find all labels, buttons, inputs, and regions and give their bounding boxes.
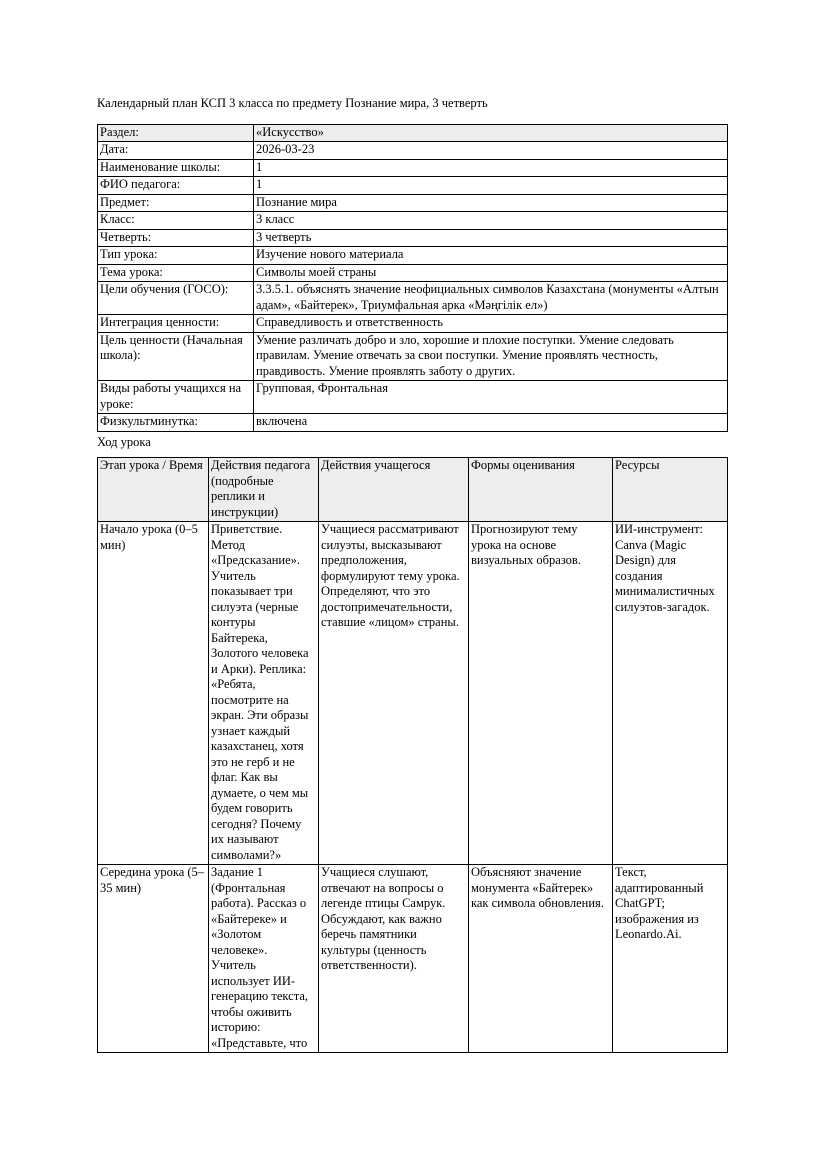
table-row <box>98 332 728 381</box>
info-row-value: Справедливость и ответственность <box>254 315 728 333</box>
info-row-label: Физкультминутка: <box>98 414 254 432</box>
lesson-cell-resources: ИИ-инструмент: Canva (Magic Design) для создания минималистичных силуэтов-загадок. <box>613 522 728 865</box>
info-row-label: Наименование школы: <box>98 159 254 177</box>
col-header-stage: Этап урока / Время <box>98 458 209 522</box>
table-row <box>98 124 728 142</box>
lesson-table-header <box>98 458 728 522</box>
info-table-body <box>98 124 728 431</box>
info-row-value: «Искусство» <box>254 124 728 142</box>
info-row-value: 3 четверть <box>254 229 728 247</box>
lesson-cell-assessment: Объясняют значение монумента «Байтерек» как символа обновления. <box>469 865 613 1053</box>
table-row <box>98 865 728 1053</box>
table-row <box>98 264 728 282</box>
info-row-label: ФИО педагога: <box>98 177 254 195</box>
info-row-label: Тема урока: <box>98 264 254 282</box>
col-header-teacher-actions: Действия педагога (подробные реплики и инструкции) <box>209 458 319 522</box>
lesson-cell-stage: Середина урока (5–35 мин) <box>98 865 209 1053</box>
section-label: Ход урока <box>97 434 151 449</box>
info-row-value: 1 <box>254 177 728 195</box>
col-header-student-actions: Действия учащегося <box>319 458 469 522</box>
lesson-table-body <box>98 522 728 1053</box>
table-row <box>98 212 728 230</box>
table-row <box>98 414 728 432</box>
info-row-label: Класс: <box>98 212 254 230</box>
info-row-label: Виды работы учащихся на уроке: <box>98 381 254 414</box>
info-row-value: 3.3.5.1. объяснять значение неофициальных символов Казахстана (монументы «Алтын адам», «Байтерек», Триумфальная арка «Мәңгілік ел») <box>254 282 728 315</box>
lesson-cell-teacher: Приветствие. Метод «Предсказание». Учитель показывает три силуэта (черные контуры Байтерека, Золотого человека и Арки). Реплика: «Ребята, посмотрите на экран. Эти образы узнает каждый казахстанец, хотя это не герб и не флаг. Как вы думаете, о чем мы будем говорить сегодня? Почему их называют символами?» <box>209 522 319 865</box>
info-row-value: Познание мира <box>254 194 728 212</box>
table-row <box>98 159 728 177</box>
table-row <box>98 458 728 522</box>
page-title: Календарный план КСП 3 класса по предмету Познание мира, 3 четверть <box>97 96 488 110</box>
table-row <box>98 194 728 212</box>
table-row <box>98 247 728 265</box>
info-row-value: 3 класс <box>254 212 728 230</box>
info-row-value: Изучение нового материала <box>254 247 728 265</box>
lesson-cell-student: Учащиеся рассматривают силуэты, высказывают предположения, формулируют тему урока. Определяют, что это достопримечательности, ставшие «лицом» страны. <box>319 522 469 865</box>
info-row-label: Интеграция ценности: <box>98 315 254 333</box>
info-row-value: включена <box>254 414 728 432</box>
lesson-cell-assessment: Прогнозируют тему урока на основе визуальных образов. <box>469 522 613 865</box>
table-row <box>98 229 728 247</box>
table-row <box>98 282 728 315</box>
info-row-label: Цели обучения (ГОСО): <box>98 282 254 315</box>
info-row-value: 1 <box>254 159 728 177</box>
col-header-assessment: Формы оценивания <box>469 458 613 522</box>
table-row <box>98 315 728 333</box>
info-table <box>97 124 728 432</box>
info-row-label: Четверть: <box>98 229 254 247</box>
info-row-value: Групповая, Фронтальная <box>254 381 728 414</box>
info-row-label: Раздел: <box>98 124 254 142</box>
lesson-cell-teacher: Задание 1 (Фронтальная работа). Рассказ о «Байтереке» и «Золотом человеке». Учитель использует ИИ-генерацию текста, чтобы оживить историю: «Представьте, что <box>209 865 319 1053</box>
table-row <box>98 381 728 414</box>
table-row <box>98 142 728 160</box>
info-row-label: Дата: <box>98 142 254 160</box>
lesson-cell-resources: Текст, адаптированный ChatGPT; изображения из Leonardo.Ai. <box>613 865 728 1053</box>
info-row-label: Цель ценности (Начальная школа): <box>98 332 254 381</box>
info-row-value: Символы моей страны <box>254 264 728 282</box>
lesson-table <box>97 457 728 1053</box>
table-row <box>98 177 728 195</box>
lesson-cell-student: Учащиеся слушают, отвечают на вопросы о легенде птицы Самрук. Обсуждают, как важно беречь памятники культуры (ценность ответственности). <box>319 865 469 1053</box>
info-row-label: Тип урока: <box>98 247 254 265</box>
info-row-label: Предмет: <box>98 194 254 212</box>
info-row-value: Умение различать добро и зло, хорошие и плохие поступки. Умение следовать правилам. Умение отвечать за свои поступки. Умение проявлять честность, правдивость. Умение проявлять заботу о других. <box>254 332 728 381</box>
info-row-value: 2026-03-23 <box>254 142 728 160</box>
col-header-resources: Ресурсы <box>613 458 728 522</box>
lesson-cell-stage: Начало урока (0–5 мин) <box>98 522 209 865</box>
table-row <box>98 522 728 865</box>
